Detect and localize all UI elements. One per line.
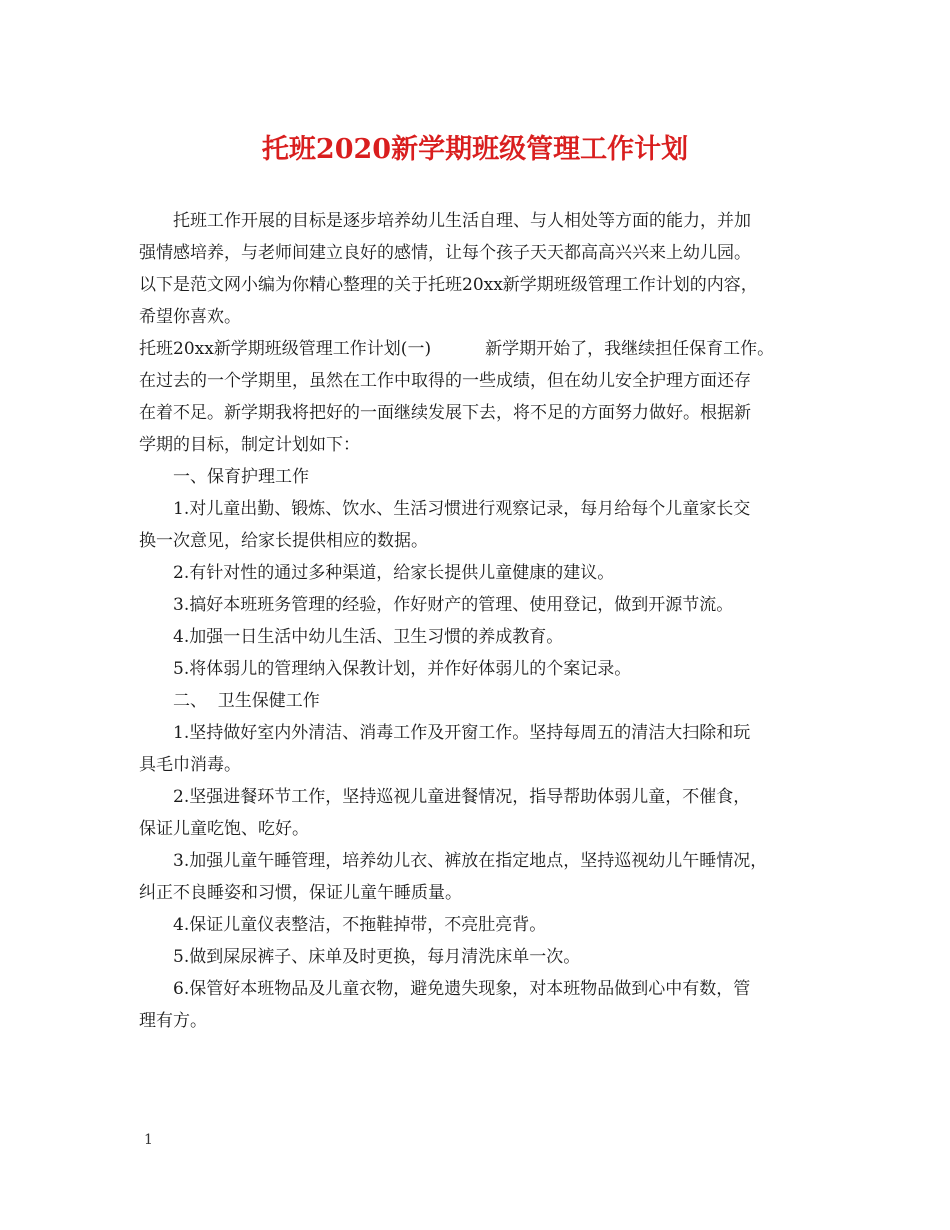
- document-body: [139, 205, 829, 1037]
- list-item: 5.做到屎尿裤子、床单及时更换，每月清洗床单一次。: [173, 947, 581, 967]
- paragraph-line: 托班工作开展的目标是逐步培养幼儿生活自理、与人相处等方面的能力，并加: [173, 211, 751, 231]
- list-item-continuation: 具毛巾消毒。: [139, 755, 241, 775]
- document-title: 托班2020新学期班级管理工作计划: [261, 134, 689, 165]
- list-item-continuation: 理有方。: [139, 1011, 207, 1031]
- section-heading: 一、保育护理工作: [173, 467, 309, 487]
- section-heading-text: 托班20xx新学期班级管理工作计划(一): [139, 339, 432, 359]
- list-item: 2.坚强进餐环节工作，坚持巡视儿童进餐情况，指导帮助体弱儿童，不催食，: [173, 787, 751, 807]
- list-item: 2.有针对性的通过多种渠道，给家长提供儿童健康的建议。: [173, 563, 615, 583]
- list-item: 6.保管好本班物品及儿童衣物，避免遗失现象，对本班物品做到心中有数，管: [173, 979, 751, 999]
- paragraph-line: 希望你喜欢。: [139, 307, 241, 327]
- paragraph-line: 在过去的一个学期里，虽然在工作中取得的一些成绩，但在幼儿安全护理方面还存: [139, 371, 751, 391]
- list-item-continuation: 纠正不良睡姿和习惯，保证儿童午睡质量。: [139, 883, 462, 903]
- paragraph-line: 以下是范文网小编为你精心整理的关于托班20xx新学期班级管理工作计划的内容，: [139, 275, 758, 295]
- list-item: 4.加强一日生活中幼儿生活、卫生习惯的养成教育。: [173, 627, 564, 647]
- list-item: 4.保证儿童仪表整洁，不拖鞋掉带，不亮肚亮背。: [173, 915, 547, 935]
- section-heading: 二、 卫生保健工作: [173, 691, 320, 711]
- paragraph-text: 新学期开始了，我继续担任保育工作。: [485, 339, 775, 359]
- list-item-continuation: 保证儿童吃饱、吃好。: [139, 819, 309, 839]
- paragraph-line: 学期的目标，制定计划如下：: [139, 435, 360, 455]
- page-number: 1: [144, 1132, 153, 1148]
- list-item: 3.搞好本班班务管理的经验，作好财产的管理、使用登记，做到开源节流。: [173, 595, 734, 615]
- list-item: 1.对儿童出勤、锻炼、饮水、生活习惯进行观察记录，每月给每个儿童家长交: [173, 499, 751, 519]
- paragraph-line: 强情感培养，与老师间建立良好的感情，让每个孩子天天都高高兴兴来上幼儿园。: [139, 243, 751, 263]
- list-item: 5.将体弱儿的管理纳入保教计划，并作好体弱儿的个案记录。: [173, 659, 632, 679]
- paragraph-line: 在着不足。新学期我将把好的一面继续发展下去，将不足的方面努力做好。根据新: [139, 403, 751, 423]
- list-item: 1.坚持做好室内外清洁、消毒工作及开窗工作。坚持每周五的清洁大扫除和玩: [173, 723, 751, 743]
- paragraph-line: [139, 333, 829, 365]
- list-item: 3.加强儿童午睡管理，培养幼儿衣、裤放在指定地点，坚持巡视幼儿午睡情况，: [173, 851, 768, 871]
- list-item-continuation: 换一次意见，给家长提供相应的数据。: [139, 531, 428, 551]
